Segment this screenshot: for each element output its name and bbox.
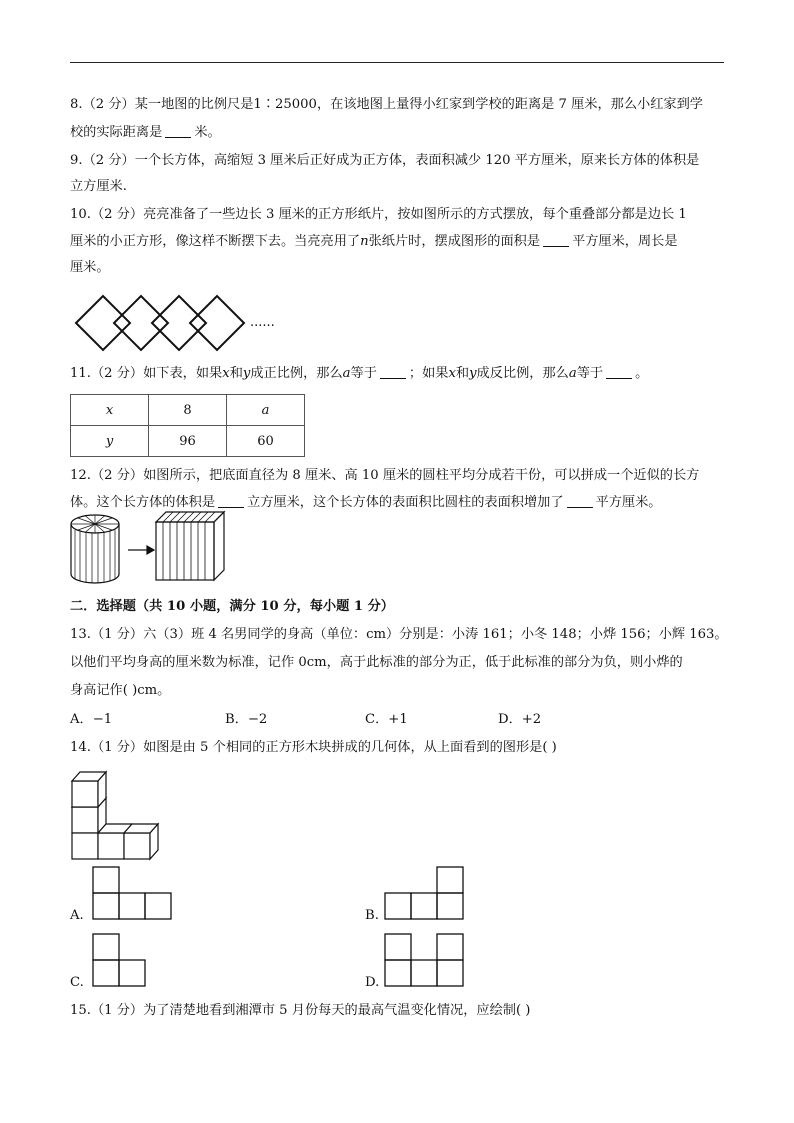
q14-cube-figure bbox=[70, 780, 180, 860]
q8-line2 bbox=[70, 124, 221, 142]
q13-option-a[interactable]: A．−1 bbox=[70, 712, 113, 727]
q10-text-b: 张纸片时，摆成图形的面积是 bbox=[368, 234, 541, 249]
q11-sep: ；如果 bbox=[408, 366, 449, 381]
q12-text-a: 体。这个长方体的体积是 bbox=[70, 495, 216, 510]
q14-option-d-figure[interactable] bbox=[384, 933, 466, 987]
table-row bbox=[71, 395, 305, 426]
q12-text-c: 平方厘米。 bbox=[595, 495, 662, 510]
q10-line2 bbox=[70, 233, 678, 251]
q10-var-n: n bbox=[360, 234, 369, 249]
cylinder-slices bbox=[71, 515, 119, 583]
q10-area-blank[interactable] bbox=[543, 234, 569, 247]
q11-inverse: 成反比例，那么 bbox=[476, 366, 569, 381]
q13-line1: 13.（1 分）六（3）班 4 名男同学的身高（单位：cm）分别是：小涛 161；小冬 148；小烨 156；小辉 163。 bbox=[70, 627, 728, 642]
q11-equals: 等于 bbox=[350, 366, 377, 381]
q8-text: 校的实际距离是 bbox=[70, 125, 163, 140]
q11-var-a: a bbox=[342, 366, 351, 381]
q11-and2: 和 bbox=[455, 366, 470, 381]
q13-option-b[interactable]: B．−2 bbox=[225, 712, 268, 727]
q10-line3: 厘米。 bbox=[70, 260, 110, 275]
q10-dots: ······ bbox=[250, 319, 275, 334]
q8-answer-blank[interactable] bbox=[165, 125, 191, 138]
q12-volume-blank[interactable] bbox=[218, 495, 244, 508]
q11-blank-1[interactable] bbox=[380, 366, 406, 379]
q9-line1: 9.（2 分）一个长方体，高缩短 3 厘米后正好成为正方体，表面积减少 120 平方厘米，原来长方体的体积是 bbox=[70, 153, 700, 168]
header-rule bbox=[70, 62, 724, 63]
q11-blank-2[interactable] bbox=[606, 366, 632, 379]
q14-option-d-label[interactable]: D. bbox=[365, 975, 380, 990]
table-cell: y bbox=[71, 426, 149, 457]
q10-text-a: 厘米的小正方形，像这样不断摆下去。当亮亮用了 bbox=[70, 234, 361, 249]
q12-cylinder-figure bbox=[70, 510, 230, 585]
square-3 bbox=[152, 296, 206, 350]
q8-line1: 8.（2 分）某一地图的比例尺是1∶25000，在该地图上量得小红家到学校的距离是 7 厘米，那么小红家到学 bbox=[70, 97, 703, 112]
q13-option-d[interactable]: D．+2 bbox=[498, 712, 542, 727]
q11-equals2: 等于 bbox=[576, 366, 604, 381]
q11-var-y: y bbox=[242, 366, 251, 381]
q9-line2: 立方厘米. bbox=[70, 179, 127, 194]
q13-option-c[interactable]: C．+1 bbox=[365, 712, 408, 727]
section-2-title: 二．选择题（共 10 小题，满分 10 分，每小题 1 分） bbox=[70, 599, 394, 614]
table-cell: x bbox=[71, 395, 149, 426]
q11-var-x: x bbox=[222, 366, 230, 381]
table-cell: 8 bbox=[149, 395, 227, 426]
q11-var-x2: x bbox=[448, 366, 456, 381]
q13-line3: 身高记作( )cm。 bbox=[70, 683, 171, 698]
q11-and: 和 bbox=[229, 366, 243, 381]
square-4 bbox=[190, 296, 244, 350]
table-cell: 60 bbox=[227, 426, 305, 457]
q14-option-a-label[interactable]: A. bbox=[70, 908, 84, 923]
q14-option-c-label[interactable]: C. bbox=[70, 975, 84, 990]
square-2 bbox=[114, 296, 168, 350]
q10-squares-figure bbox=[70, 292, 300, 354]
q12-area-blank[interactable] bbox=[567, 495, 593, 508]
q15-line1: 15.（1 分）为了清楚地看到湘潭市 5 月份每天的最高气温变化情况，应绘制( ) bbox=[70, 1003, 531, 1018]
table-row bbox=[71, 426, 305, 457]
q14-option-c-figure[interactable] bbox=[92, 933, 148, 987]
q11-direct: 成正比例，那么 bbox=[250, 366, 343, 381]
q14-option-b-label[interactable]: B. bbox=[365, 908, 379, 923]
q13-line2: 以他们平均身高的厘米数为标准，记作 0cm，高于此标准的部分为正，低于此标准的部分为负，则小烨的 bbox=[70, 655, 683, 670]
q10-text-c: 平方厘米，周长是 bbox=[572, 234, 678, 249]
q11-line1 bbox=[70, 365, 648, 383]
q14-option-a-figure[interactable] bbox=[92, 866, 174, 920]
q14-line1: 14.（1 分）如图是由 5 个相同的正方形木块拼成的几何体，从上面看到的图形是( ) bbox=[70, 740, 557, 755]
q14-option-b-figure[interactable] bbox=[384, 866, 466, 920]
q12-line1: 12.（2 分）如图所示，把底面直径为 8 厘米、高 10 厘米的圆柱平均分成若干份，可以拼成一个近似的长方 bbox=[70, 468, 700, 483]
square-1 bbox=[76, 296, 130, 350]
q11-var-y2: y bbox=[469, 366, 477, 381]
q11-end: 。 bbox=[635, 366, 649, 381]
q11-text-1: 11.（2 分）如下表，如果 bbox=[70, 366, 223, 381]
q11-var-a2: a bbox=[568, 366, 577, 381]
cuboid-side bbox=[214, 512, 224, 580]
arrow-head bbox=[147, 546, 154, 554]
table-cell: a bbox=[227, 395, 305, 426]
q8-unit: 米。 bbox=[194, 125, 221, 140]
table-cell: 96 bbox=[149, 426, 227, 457]
q12-text-b: 立方厘米，这个长方体的表面积比圆柱的表面积增加了 bbox=[247, 495, 564, 510]
q10-line1: 10.（2 分）亮亮准备了一些边长 3 厘米的正方形纸片，按如图所示的方式摆放，每个重叠部分都是边长 1 bbox=[70, 207, 687, 222]
q11-table bbox=[70, 394, 305, 457]
